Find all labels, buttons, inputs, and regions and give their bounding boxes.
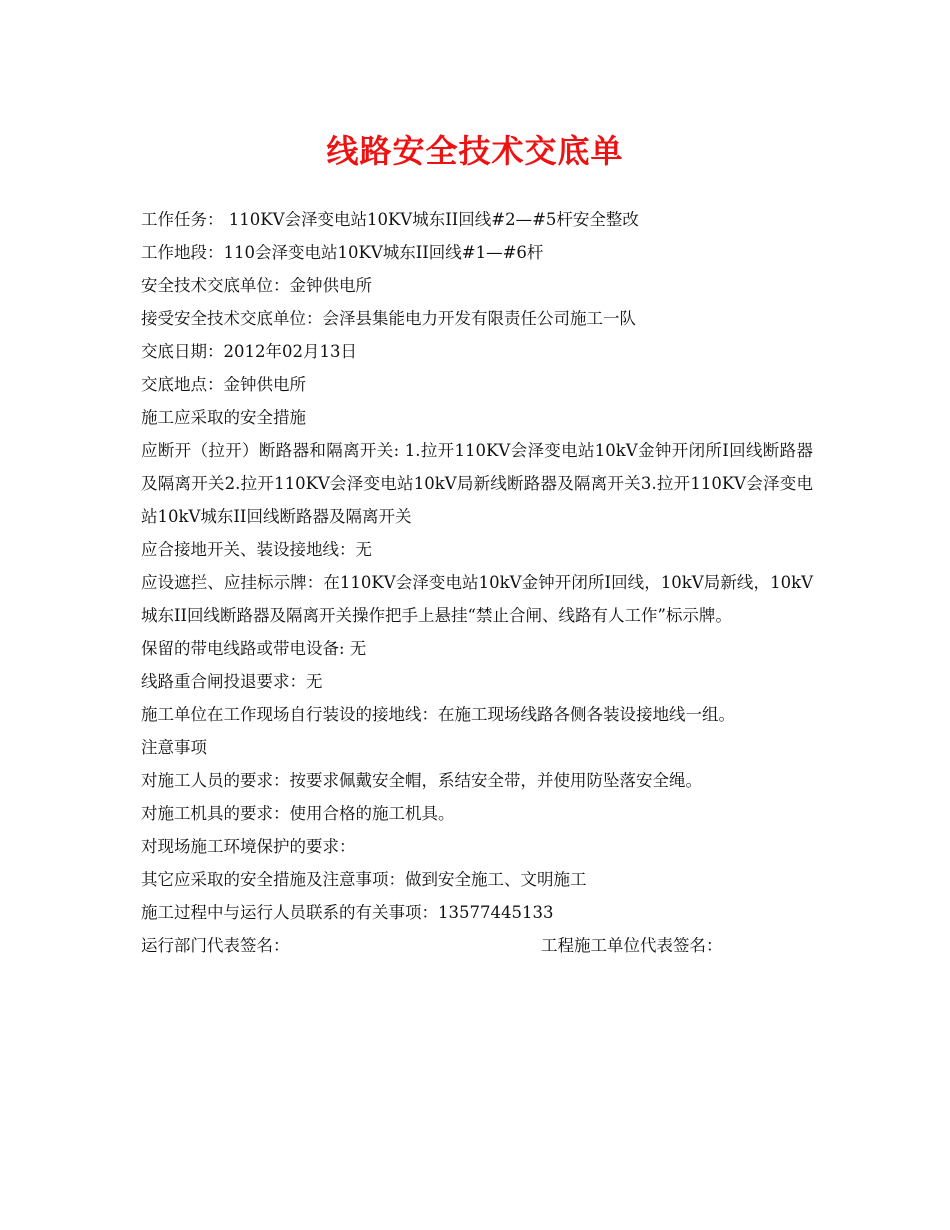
contact-line: 施工过程中与运行人员联系的有关事项：13577445133 — [141, 903, 554, 922]
document-body — [141, 203, 813, 962]
work-task-line: 工作任务： 110KV会泽变电站10KV城东II回线#2—#5杆安全整改 — [141, 210, 639, 229]
grounding-line: 应合接地开关、装设接地线：无 — [141, 540, 372, 559]
tools-requirements-line: 对施工机具的要求：使用合格的施工机具。 — [141, 804, 455, 823]
breakers-paragraph: 应断开（拉开）断路器和隔离开关: 1.拉开110KV会泽变电站10kV金钟开闭所I回线断路器及隔离开关2.拉开110KV会泽变电站10kV局新线断路器及隔离开关3.拉开110KV会泽变电站10kV城东II回线断路器及隔离开关 — [141, 441, 813, 526]
notes-heading: 注意事项 — [141, 738, 207, 757]
other-measures-line: 其它应采取的安全措施及注意事项：做到安全施工、文明施工 — [141, 870, 587, 889]
operations-signature-label: 运行部门代表签名： — [141, 936, 290, 955]
briefing-date-line: 交底日期：2012年02月13日 — [141, 342, 357, 361]
contractor-signature-label: 工程施工单位代表签名： — [541, 936, 723, 955]
live-equipment-line: 保留的带电线路或带电设备: 无 — [141, 639, 367, 658]
signature-row — [141, 929, 813, 962]
briefing-location-line: 交底地点：金钟供电所 — [141, 375, 306, 394]
document-title: 线路安全技术交底单 — [326, 132, 624, 170]
work-section-line: 工作地段：110会泽变电站10KV城东II回线#1—#6杆 — [141, 243, 544, 262]
reclosing-line: 线路重合闸投退要求：无 — [141, 672, 323, 691]
safety-measures-heading: 施工应采取的安全措施 — [141, 408, 306, 427]
briefing-unit-line: 安全技术交底单位：金钟供电所 — [141, 276, 372, 295]
site-grounding-line: 施工单位在工作现场自行装设的接地线：在施工现场线路各侧各装设接地线一组。 — [141, 705, 735, 724]
receiving-unit-line: 接受安全技术交底单位：会泽县集能电力开发有限责任公司施工一队 — [141, 309, 636, 328]
barrier-paragraph: 应设遮拦、应挂标示牌：在110KV会泽变电站10kV金钟开闭所I回线，10kV局新线，10kV城东II回线断路器及隔离开关操作把手上悬挂“禁止合闸、线路有人工作”标示牌。 — [141, 573, 813, 625]
personnel-requirements-line: 对施工人员的要求：按要求佩戴安全帽，系结安全带，并使用防坠落安全绳。 — [141, 771, 702, 790]
environment-requirements-line: 对现场施工环境保护的要求： — [141, 837, 356, 856]
